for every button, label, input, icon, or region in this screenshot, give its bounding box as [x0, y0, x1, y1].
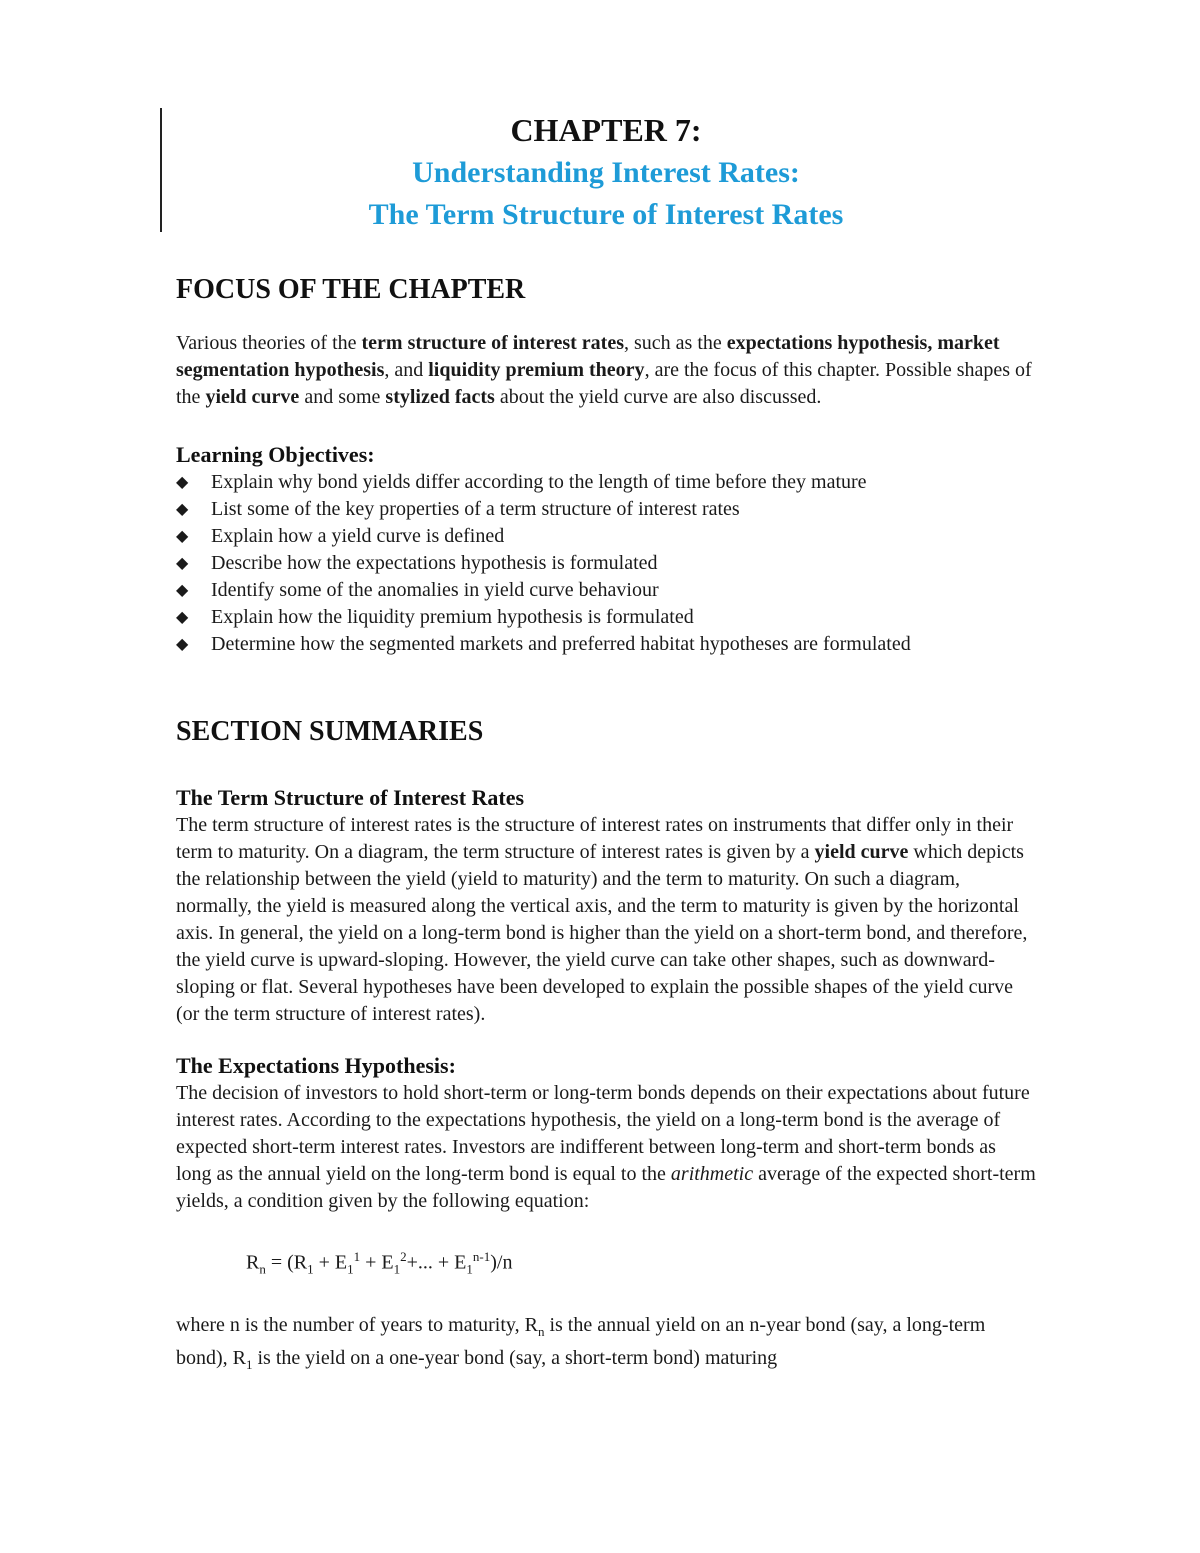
document-page: [176, 108, 1036, 1378]
diamond-bullet-icon: ◆: [176, 528, 189, 545]
margin-change-bar: [160, 108, 162, 232]
diamond-bullet-icon: ◆: [176, 555, 189, 572]
learning-objectives-heading: Learning Objectives:: [176, 442, 375, 467]
list-item: ◆ Explain how the liquidity premium hypothesis is formulated: [176, 604, 1036, 631]
list-item: ◆ Determine how the segmented markets and preferred habitat hypotheses are formulated: [176, 631, 1036, 658]
section-summaries-heading: SECTION SUMMARIES: [176, 716, 484, 747]
expectations-equation: $R_n = (R_1 + E_1^1 + E_1^2+$... + $E_1^{n-1})/n$: [246, 1249, 513, 1277]
focus-heading: FOCUS OF THE CHAPTER: [176, 274, 526, 305]
chapter-number: CHAPTER 7:: [510, 112, 702, 148]
list-item: ◆ Describe how the expectations hypothesis is formulated: [176, 550, 1036, 577]
chapter-title-block: [176, 108, 1036, 236]
list-item: ◆ Explain why bond yields differ according to the length of time before they mature: [176, 469, 1036, 496]
list-item: ◆ Identify some of the anomalies in yield curve behaviour: [176, 577, 1036, 604]
list-item: ◆ Explain how a yield curve is defined: [176, 523, 1036, 550]
list-item: ◆ List some of the key properties of a term structure of interest rates: [176, 496, 1036, 523]
term-structure-paragraph: The term structure of interest rates is the structure of interest rates on instruments that differ only in their term to maturity. On a diagram, the term structure of interest rates is given by a yield curve which depicts the relationship between the yield (yield to maturity) and the term to maturity. On such a diagram, normally, the yield is measured along the vertical axis, and the term to maturity is given by the horizontal axis. In general, the yield on a long-term bond is higher than the yield on a short-term bond, and therefore, the yield curve is upward-sloping. However, the yield curve can take other shapes, such as downward-sloping or flat. Several hypotheses have been developed to explain the possible shapes of the yield curve (or the term structure of interest rates).: [176, 814, 1028, 1025]
learning-objectives-list: [176, 469, 1036, 658]
diamond-bullet-icon: ◆: [176, 582, 189, 599]
diamond-bullet-icon: ◆: [176, 609, 189, 626]
diamond-bullet-icon: ◆: [176, 501, 189, 518]
expectations-paragraph: The decision of investors to hold short-term or long-term bonds depends on their expectations about future interest rates. According to the expectations hypothesis, the yield on a long-term bond is the average of expected short-term interest rates. Investors are indifferent between long-term and short-term bonds as long as the annual yield on the long-term bond is equal to the arithmetic average of the expected short-term yields, a condition given by the following equation:: [176, 1082, 1036, 1212]
chapter-title-line-2: The Term Structure of Interest Rates: [368, 198, 844, 231]
chapter-title-line-1: Understanding Interest Rates:: [412, 156, 800, 189]
diamond-bullet-icon: ◆: [176, 474, 189, 491]
equation-explanation-paragraph: where n is the number of years to maturity, $R_n$ is the annual yield on an n-year bond (say, a long-term bond), $R_1$ is the yield on a one-year bond (say, a short-term bond) maturing: [176, 1313, 986, 1372]
term-structure-heading: The Term Structure of Interest Rates: [176, 785, 525, 810]
diamond-bullet-icon: ◆: [176, 636, 189, 653]
focus-paragraph: Various theories of the term structure of interest rates, such as the expectations hypothesis, market segmentation hypothesis, and liquidity premium theory, are the focus of this chapter. Possible shapes of the yield curve and some stylized facts about the yield curve are also discussed.: [176, 332, 1032, 408]
expectations-heading: The Expectations Hypothesis:: [176, 1053, 456, 1078]
